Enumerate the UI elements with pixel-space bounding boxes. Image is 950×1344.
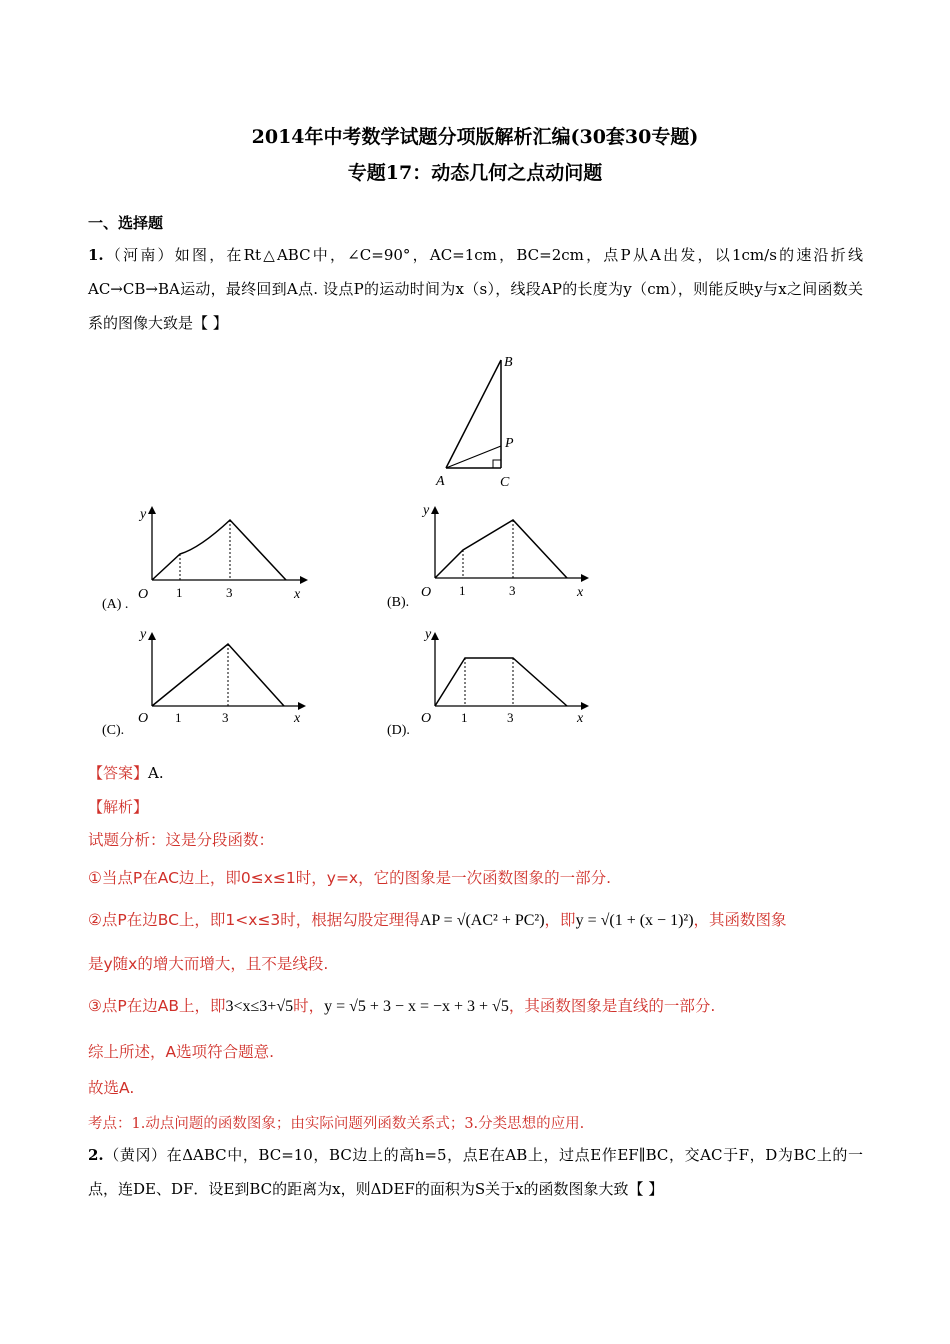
- answer-label: 【答案】: [88, 764, 149, 782]
- origin-label: O: [138, 711, 149, 726]
- solution-summary: 综上所述，A选项符合题意.: [88, 1043, 275, 1061]
- case3-range: 3<x≤3+√5: [225, 998, 294, 1015]
- graph-d-line: [435, 658, 567, 706]
- option-label: (A) .: [102, 597, 129, 612]
- graph-b-line: [435, 520, 567, 578]
- point-p-label: P: [505, 436, 514, 451]
- vertex-b-label: B: [504, 355, 513, 370]
- case3-text-a: ③点P在边AB上，即: [88, 997, 226, 1015]
- tick-3-label: 3: [222, 710, 229, 725]
- tick-1-label: 1: [461, 710, 468, 725]
- origin-label: O: [421, 585, 432, 600]
- x-axis-arrow: [581, 702, 589, 710]
- x-axis-arrow: [300, 576, 308, 584]
- vertex-a-label: A: [436, 474, 445, 489]
- origin-label: O: [138, 587, 149, 602]
- x-label: x: [577, 585, 584, 600]
- solution-intro: 试题分析：这是分段函数：: [88, 831, 275, 849]
- tick-1-label: 1: [176, 585, 183, 600]
- question-number: 2.: [88, 1146, 104, 1164]
- y-label: y: [423, 503, 430, 518]
- option-label: (C).: [102, 723, 125, 738]
- option-label: (B).: [387, 595, 410, 610]
- section-heading: 一、选择题: [88, 214, 164, 232]
- origin-label: O: [421, 711, 432, 726]
- solution-case-2: [88, 908, 878, 930]
- y-label: y: [425, 627, 432, 642]
- solution-case-3: [88, 994, 878, 1016]
- document-title: 2014年中考数学试题分项版解析汇编(30套30专题): [251, 126, 699, 148]
- case3-text-mid: 时，: [293, 997, 325, 1015]
- x-label: x: [294, 587, 301, 602]
- option-label: (D).: [387, 723, 410, 738]
- tick-1-label: 1: [459, 583, 466, 598]
- tick-1-label: 1: [175, 710, 182, 725]
- tick-3-label: 3: [509, 583, 516, 598]
- answer-value: A.: [148, 764, 164, 782]
- answer-line: [88, 762, 164, 783]
- graph-c: [100, 622, 315, 740]
- y-axis-arrow: [431, 506, 439, 514]
- y-label: y: [140, 507, 147, 522]
- kaodian: 考点：1.动点问题的函数图象；由实际问题列函数关系式；3.分类思想的应用.: [88, 1116, 585, 1132]
- graph-a: [100, 498, 315, 616]
- solution-choose: 故选A.: [88, 1079, 135, 1097]
- graph-d: [385, 622, 600, 740]
- case3-formula: y = √5 + 3 − x = −x + 3 + √5: [324, 998, 509, 1015]
- right-angle-mark: [493, 460, 501, 468]
- x-axis-arrow: [581, 574, 589, 582]
- question-text: （河南）如图，在Rt△ABC中，∠C=90°，AC=1cm，BC=2cm，点P从A出发，以1cm/s的速沿折线AC→CB→BA运动，最终回到A点. 设点P的运动时间为x（s），线段AP的长度为y（cm），则能反映y与x之间函数关系的图像大致是【 】: [88, 246, 863, 332]
- graph-a-curve: [152, 520, 286, 580]
- question-number: 1.: [88, 246, 104, 264]
- y-axis-arrow: [148, 632, 156, 640]
- y-axis-arrow: [148, 506, 156, 514]
- solution-case-1: ①当点P在AC边上，即0≤x≤1时，y=x，它的图象是一次函数图象的一部分.: [88, 869, 612, 887]
- case2-text-mid: ，即: [544, 911, 576, 929]
- analysis-label: 【解析】: [88, 798, 149, 816]
- question-2: [88, 1138, 863, 1206]
- graph-c-line: [152, 644, 284, 706]
- triangle-figure: [430, 350, 530, 495]
- question-1: [88, 238, 863, 340]
- y-axis-arrow: [431, 632, 439, 640]
- case2-text-b: ，其函数图象: [693, 911, 787, 929]
- document-subtitle: 专题17：动态几何之点动问题: [347, 162, 603, 184]
- tick-3-label: 3: [226, 585, 233, 600]
- x-axis-arrow: [298, 702, 306, 710]
- vertex-c-label: C: [500, 475, 510, 490]
- solution-case-2-cont: 是y随x的增大而增大，且不是线段.: [88, 955, 329, 973]
- side-ab: [446, 360, 501, 468]
- y-label: y: [140, 627, 147, 642]
- case2-formula-y: y = √(1 + (x − 1)²): [575, 912, 694, 929]
- tick-3-label: 3: [507, 710, 514, 725]
- case2-formula-ap: AP = √(AC² + PC²): [419, 912, 545, 929]
- case2-text-a: ②点P在边BC上，即1<x≤3时，根据勾股定理得: [88, 911, 420, 929]
- graph-b: [385, 498, 600, 616]
- case3-text-b: ，其函数图象是直线的一部分.: [508, 997, 716, 1015]
- x-label: x: [577, 711, 584, 726]
- x-label: x: [294, 711, 301, 726]
- question-text: （黄冈）在ΔABC中，BC=10，BC边上的高h=5，点E在AB上，过点E作EF∥BC，交AC于F，D为BC上的一点，连DE、DF．设E到BC的距离为x，则ΔDEF的面积为S关于x的函数图象大致【 】: [88, 1146, 863, 1198]
